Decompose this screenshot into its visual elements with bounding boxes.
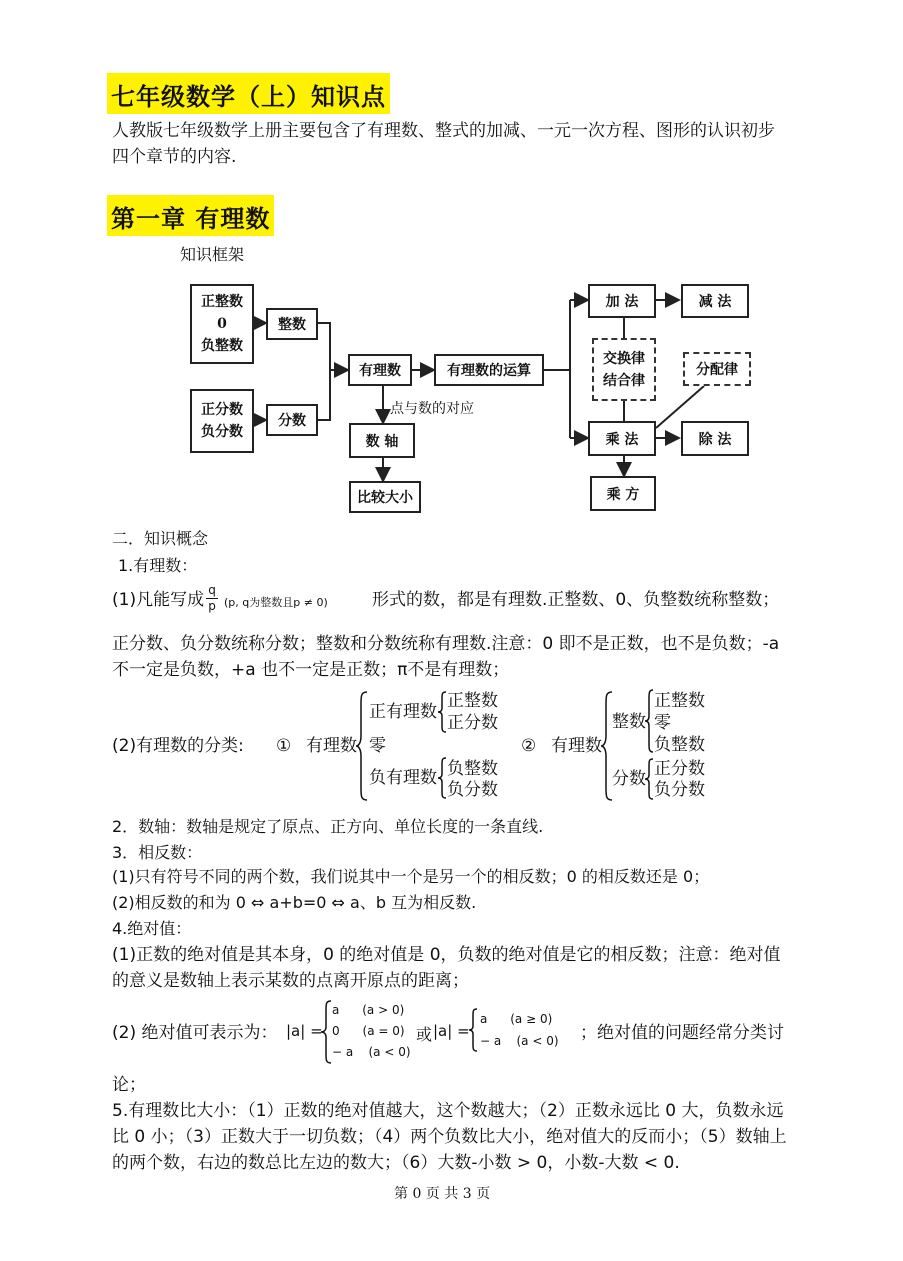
section-1-title: 1.有理数：	[118, 556, 198, 575]
label-associative: 结合律	[603, 372, 645, 389]
cls1-negative-int: 负整数	[447, 759, 498, 779]
label-positive-int: 正整数	[201, 294, 243, 310]
box-rational: 有理数	[348, 354, 412, 386]
cls2-negative-frac: 负分数	[654, 780, 705, 800]
classification-1-root: 有理数	[306, 736, 357, 756]
rational-def-post: 形式的数，都是有理数.正整数、0、负整数统称整数；	[372, 590, 780, 610]
chapter-title: 第一章 有理数	[107, 195, 274, 236]
intro-line-2: 四个章节的内容.	[112, 147, 237, 167]
brace-small-2a	[644, 689, 654, 753]
classification-label: (2)有理数的分类:	[112, 736, 244, 756]
section-2-number-line: 2．数轴：数轴是规定了原点、正方向、单位长度的一条直线.	[112, 817, 544, 836]
section-4-title: 4.绝对值：	[112, 919, 192, 938]
cls2-zero: 零	[654, 713, 671, 733]
brace-small-1b	[437, 757, 447, 799]
page-title: 七年级数学（上）知识点	[107, 73, 390, 114]
classification-2-root: 有理数	[551, 736, 602, 756]
cls2-positive-int: 正整数	[654, 691, 705, 711]
point-number-relation: 点与数的对应	[390, 401, 474, 417]
classification-1-mark: ①	[276, 736, 292, 756]
box-power: 乘 方	[590, 476, 656, 511]
box-positive-zero-negative-int	[190, 284, 254, 364]
box-multiplication: 乘 法	[588, 421, 656, 456]
brace-small-1a	[437, 691, 447, 733]
label-negative-fraction: 负分数	[201, 424, 243, 440]
compare-line-2: 比 0 小；（3）正数大于一切负数；（4）两个负数比大小，绝对值大的反而小；（5）数轴上	[112, 1127, 787, 1147]
brace-large-1	[355, 690, 369, 802]
abs2-case-negative: − a (a < 0)	[480, 1034, 559, 1048]
box-division: 除 法	[681, 421, 749, 456]
rational-def-line-3: 不一定是负数，+a 也不一定是正数；π不是有理数；	[112, 660, 510, 680]
box-operation: 有理数的运算	[434, 354, 544, 386]
box-fraction: 分数	[266, 404, 318, 436]
cls1-positive-rational: 正有理数	[369, 702, 437, 722]
cls1-zero: 零	[369, 736, 386, 756]
cls1-negative-rational: 负有理数	[369, 768, 437, 788]
abs-or: 或	[416, 1025, 433, 1044]
absolute-lhs-1: |a| =	[286, 1022, 323, 1040]
fraction-denominator: p	[206, 598, 218, 613]
fraction-q-over-p	[206, 583, 218, 613]
opposite-line-1: (1)只有符号不同的两个数，我们说其中一个是另一个的相反数；0 的相反数还是 0；	[112, 867, 710, 886]
absolute-line-1: (1)正数的绝对值是其本身，0 的绝对值是 0，负数的绝对值是它的相反数；注意：绝对值	[112, 945, 781, 965]
box-addition: 加 法	[588, 284, 656, 318]
rational-def-pre: (1)凡能写成	[112, 590, 205, 610]
cls2-negative-int: 负整数	[654, 735, 705, 755]
compare-line-1: 5.有理数比大小：（1）正数的绝对值越大，这个数越大；（2）正数永远比 0 大，负数永远	[112, 1101, 784, 1121]
abs-case-negative: − a (a < 0)	[332, 1045, 411, 1059]
fraction-condition: (p, q为整数且p ≠ 0)	[224, 596, 328, 609]
box-distributive: 分配律	[683, 352, 751, 386]
cls2-integer: 整数	[612, 712, 646, 732]
classification-2-mark: ②	[521, 736, 537, 756]
cls2-positive-frac: 正分数	[654, 759, 705, 779]
label-negative-int: 负整数	[201, 338, 243, 354]
rational-def-line-2: 正分数、负分数统称分数；整数和分数统称有理数.注意：0 即不是正数，也不是负数；-a	[112, 634, 780, 654]
cls2-fraction: 分数	[612, 769, 646, 789]
page-footer: 第 0 页 共 3 页	[394, 1186, 491, 1202]
box-commutative-associative	[592, 338, 656, 401]
intro-line-1: 人教版七年级数学上册主要包含了有理数、整式的加减、一元一次方程、图形的认识初步	[112, 121, 775, 141]
concepts-heading: 二．知识概念	[112, 529, 209, 548]
absolute-formula-pre: (2) 绝对值可表示为：	[112, 1023, 278, 1043]
framework-label: 知识框架	[180, 245, 245, 264]
abs2-case-nonneg: a (a ≥ 0)	[480, 1012, 553, 1026]
cls1-positive-int: 正整数	[447, 691, 498, 711]
box-number-line: 数 轴	[349, 423, 415, 458]
box-subtraction: 减 法	[681, 284, 749, 318]
compare-line-3: 的两个数，右边的数总比左边的数大；（6）大数-小数 > 0，小数-大数 < 0.	[112, 1153, 680, 1173]
label-commutative: 交换律	[603, 350, 645, 367]
label-zero: 0	[217, 316, 227, 332]
brace-small-2b	[644, 758, 654, 800]
opposite-line-2: (2)相反数的和为 0 ⇔ a+b=0 ⇔ a、b 互为相反数.	[112, 893, 477, 912]
label-positive-fraction: 正分数	[201, 402, 243, 418]
absolute-line-4: 论；	[112, 1075, 146, 1095]
absolute-formula-post: ；绝对值的问题经常分类讨	[580, 1023, 784, 1043]
box-positive-negative-fraction	[190, 389, 254, 453]
cls1-positive-frac: 正分数	[447, 713, 498, 733]
absolute-line-2: 的意义是数轴上表示某数的点离开原点的距离；	[112, 971, 469, 991]
brace-abs-2	[468, 1008, 478, 1052]
section-3-title: 3．相反数：	[112, 843, 203, 862]
box-compare: 比较大小	[349, 481, 421, 513]
fraction-numerator: q	[208, 583, 216, 597]
abs-case-zero: 0 (a = 0)	[332, 1024, 405, 1038]
absolute-lhs-2: |a| =	[433, 1022, 470, 1040]
box-integer: 整数	[266, 308, 318, 340]
abs-case-positive: a (a > 0)	[332, 1003, 405, 1017]
brace-abs-1	[320, 1000, 332, 1064]
cls1-negative-frac: 负分数	[447, 780, 498, 800]
